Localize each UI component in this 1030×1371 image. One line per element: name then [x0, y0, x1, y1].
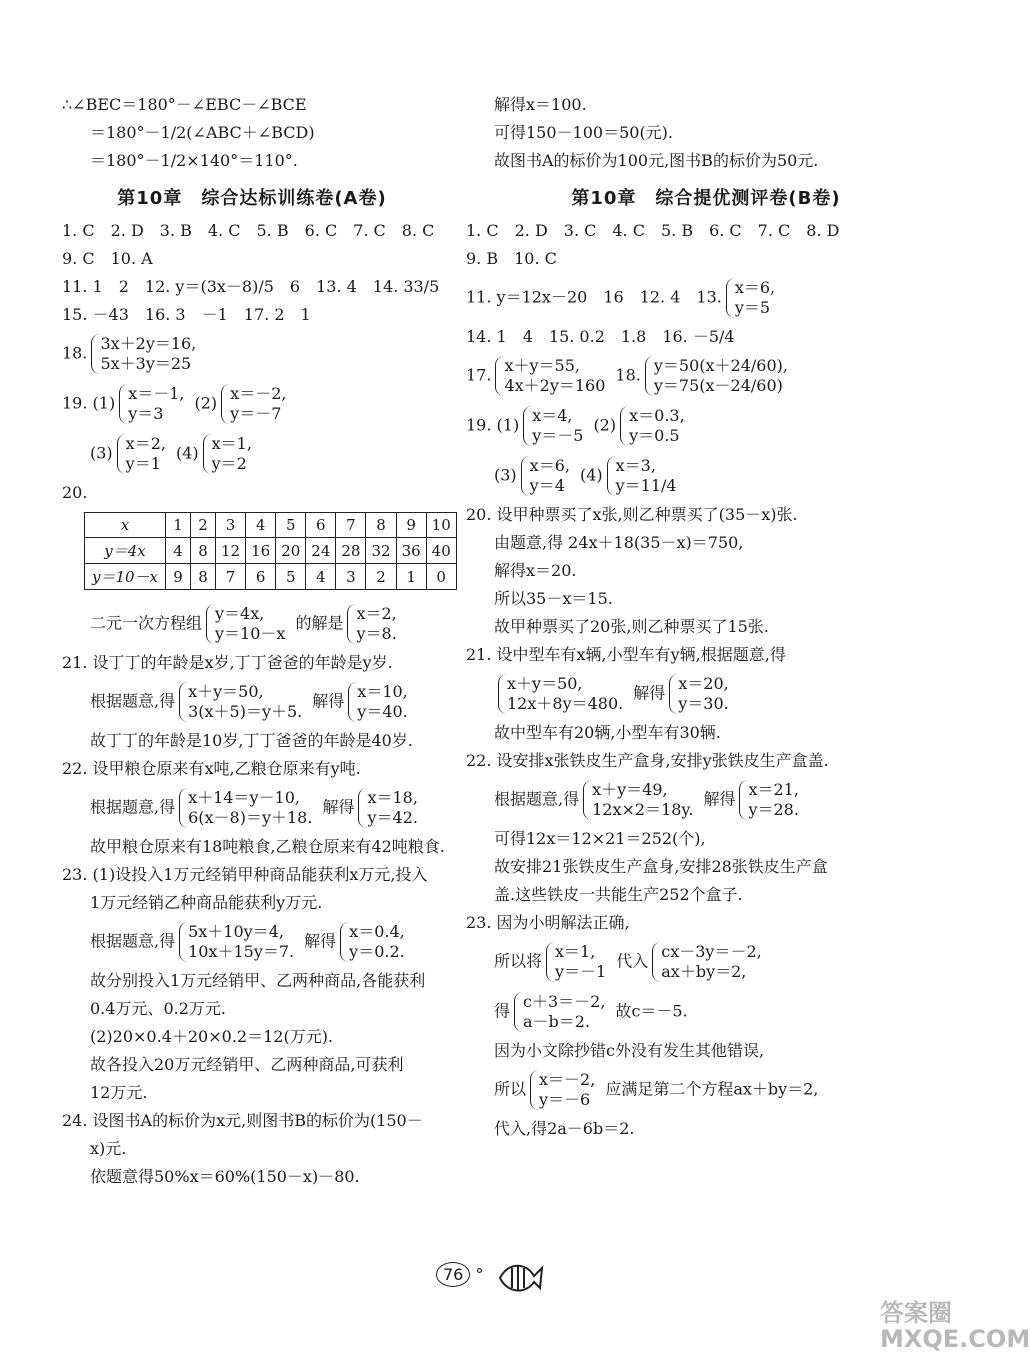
answer-text: (4) [579, 465, 603, 485]
answer-line [466, 590, 946, 608]
page-number-badge: 76 [436, 1262, 470, 1287]
answer-text: 根据题意,得 [494, 789, 580, 809]
answer-line [62, 972, 442, 990]
answer-text: 解得 [703, 789, 736, 809]
answer-line [62, 434, 442, 474]
equation-row: 4x＋2y＝160 [504, 376, 606, 395]
answer-text: 故c＝－5. [615, 1001, 688, 1021]
answer-text: (3) [494, 465, 517, 485]
answer-text: 0.4万元、0.2万元. [90, 999, 226, 1018]
answer-line [62, 1084, 442, 1102]
equation-row: x＝－1, [128, 384, 185, 403]
equation-row: x＝4, [532, 406, 573, 425]
equation-row: x＝1, [211, 434, 252, 453]
table-cell: 4 [306, 564, 336, 590]
equation-row: y＝8. [356, 624, 397, 643]
equation-row: y＝0.5 [629, 426, 680, 445]
answer-line [62, 250, 442, 268]
answer-line [62, 654, 442, 672]
answer-line [62, 922, 442, 962]
answer-text: 代入 [616, 951, 649, 971]
table-cell: 8 [191, 538, 216, 564]
answer-text: 的解是 [295, 613, 344, 633]
answer-line [62, 788, 442, 828]
table-cell: y＝4x [85, 538, 166, 564]
answer-text: ∴∠BEC＝180°－∠EBC－∠BCE [62, 95, 307, 114]
equation-row: x＋y＝55, [504, 356, 580, 375]
equation-system [203, 434, 258, 474]
equation-row: 12x×2＝18y. [592, 800, 694, 819]
answer-text: 解得x＝20. [494, 561, 577, 580]
answer-text: 根据题意,得 [90, 931, 176, 951]
answer-line [62, 682, 442, 722]
table-cell: 10 [426, 513, 456, 538]
table-cell: 8 [191, 564, 216, 590]
answer-text: 解得 [322, 797, 355, 817]
answer-line [466, 356, 946, 396]
answer-text: 18. [615, 365, 641, 385]
table-cell: 5 [276, 564, 306, 590]
answer-text: 解得 [633, 683, 666, 703]
answer-text: 15. －43 16. 3 －1 17. 2 1 [62, 305, 311, 324]
equation-system [119, 384, 190, 424]
answer-text: 解得x＝100. [494, 95, 587, 114]
table-cell: 1 [166, 513, 191, 538]
equation-system [495, 356, 611, 396]
answer-line [62, 124, 442, 142]
table-cell: 24 [306, 538, 336, 564]
answer-line [62, 732, 442, 750]
table-cell: 0 [426, 564, 456, 590]
answer-text: 21. 设丁丁的年龄是x岁,丁丁爸爸的年龄是y岁. [62, 653, 393, 672]
equation-row: y＝3 [128, 404, 164, 423]
answer-line [466, 724, 946, 742]
answer-text: 所以 [494, 1079, 527, 1099]
answer-text: 11. 1 2 12. y＝(3x－8)/5 6 13. 4 14. 33/5 [62, 277, 440, 296]
equation-row: y＝5 [734, 298, 771, 317]
table-cell: 7 [336, 513, 366, 538]
answer-line [466, 222, 946, 240]
answer-line [62, 278, 442, 296]
equation-row: 12x＋8y＝480. [507, 694, 624, 713]
answer-text: 22. 设甲粮仓原来有x吨,乙粮仓原来有y吨. [62, 759, 361, 778]
left-column [62, 95, 451, 1196]
equation-row: y＝28. [748, 800, 799, 819]
equation-system [91, 334, 202, 374]
equation-row: y＝30. [678, 694, 729, 713]
answer-line [466, 456, 946, 496]
table-cell: 36 [396, 538, 426, 564]
answer-line [466, 562, 946, 580]
answer-text: 解得 [304, 931, 337, 951]
equation-row: y＝10－x [215, 624, 286, 643]
table-cell: 20 [276, 538, 306, 564]
equation-system [645, 356, 794, 396]
value-table [84, 512, 457, 590]
table-cell: 12 [216, 538, 246, 564]
answer-text: 可得12x＝12×21＝252(个), [494, 829, 706, 848]
answer-text: 20. [62, 483, 88, 502]
answer-text: 9. B 10. C [466, 249, 557, 268]
answer-line [466, 328, 946, 346]
answer-line [466, 646, 946, 664]
answer-text: 24. 设图书A的标价为x元,则图书B的标价为(150－ [62, 1111, 423, 1130]
answer-text: 23. (1)设投入1万元经销甲种商品能获利x万元,投入 [62, 865, 428, 884]
answer-text: (3) [90, 443, 113, 463]
answer-text: 第10章 综合提优测评卷(B卷) [571, 188, 841, 209]
equation-row: y＝4x, [215, 604, 265, 623]
equation-row: x＝－2, [539, 1070, 596, 1089]
equation-system [620, 406, 691, 446]
answer-text: 可得150－100＝50(元). [494, 123, 674, 142]
answer-line [62, 1028, 442, 1046]
equation-row: 3(x＋5)＝y＋5. [188, 702, 303, 721]
table-cell: 6 [306, 513, 336, 538]
answer-text: (2) [593, 415, 617, 435]
equation-row: y＝42. [367, 808, 418, 827]
answer-line [62, 96, 442, 114]
equation-row: y＝－1 [555, 962, 607, 981]
answer-line [466, 278, 946, 318]
equation-row: x＝－2, [230, 384, 287, 403]
equation-row: x＝0.4, [349, 922, 405, 941]
equation-system [739, 780, 805, 820]
answer-text: 故甲种票买了20张,则乙种票买了15张. [494, 617, 769, 636]
equation-system [179, 788, 318, 828]
answer-line [62, 1140, 442, 1158]
answer-text: 应满足第二个方程ax＋by＝2, [605, 1079, 819, 1099]
section-heading [62, 184, 442, 210]
answer-text: 所以35－x＝15. [494, 589, 613, 608]
equation-system [521, 456, 576, 496]
table-row [85, 564, 457, 590]
table-cell: 9 [166, 564, 191, 590]
answer-text: 二元一次方程组 [90, 613, 203, 633]
answer-line [62, 866, 442, 884]
table-cell: 8 [366, 513, 396, 538]
answer-line [466, 858, 946, 876]
answer-text: 故图书A的标价为100元,图书B的标价为50元. [494, 151, 819, 170]
equation-row: x＝10, [357, 682, 408, 701]
answer-text: 第10章 综合达标训练卷(A卷) [117, 188, 387, 209]
answer-text: x)元. [90, 1139, 127, 1158]
answer-text: 所以将 [494, 951, 543, 971]
answer-line [466, 534, 946, 552]
answer-line [466, 124, 946, 142]
answer-line [62, 837, 445, 856]
answer-text: 20. 设甲种票买了x张,则乙种票买了(35－x)张. [466, 505, 798, 524]
table-cell: 32 [366, 538, 396, 564]
equation-row: y＝11/4 [615, 476, 677, 495]
answer-text: (2)20×0.4＋20×0.2＝12(万元). [90, 1027, 334, 1046]
answer-line [62, 760, 442, 778]
equation-row: 5x＋10y＝4, [188, 922, 284, 941]
equation-system [546, 942, 612, 982]
answer-text: 故各投入20万元经销甲、乙两种商品,可获利 [90, 1055, 404, 1074]
equation-row: y＝50(x＋24/60), [653, 356, 788, 375]
equation-row: y＝－5 [532, 426, 584, 445]
equation-row: x＝2, [356, 604, 397, 623]
equation-system [669, 674, 735, 714]
table-row [85, 513, 457, 538]
equation-system [347, 604, 402, 644]
answer-line [62, 222, 442, 240]
answer-line [466, 1120, 946, 1138]
table-cell: 2 [191, 513, 216, 538]
equation-row: y＝2 [211, 454, 247, 473]
answer-text: 依题意得50%x＝60%(150－x)－80. [90, 1167, 360, 1186]
answer-line [62, 334, 442, 374]
answer-line [466, 618, 946, 636]
answer-line [466, 250, 946, 268]
answer-line [466, 1042, 946, 1060]
answer-text: ＝180°－1/2(∠ABC＋∠BCD) [90, 123, 315, 142]
answer-line [466, 942, 946, 982]
answer-line [62, 384, 442, 424]
equation-system [530, 1070, 601, 1110]
table-cell: 5 [276, 513, 306, 538]
equation-row: x＝0.3, [629, 406, 685, 425]
answer-line [466, 886, 946, 904]
answer-text: 12万元. [90, 1083, 148, 1102]
answer-text: (2) [194, 393, 218, 413]
equation-system [726, 278, 781, 318]
answer-text: 1. C 2. D 3. B 4. C 5. B 6. C 7. C 8. C [62, 221, 435, 240]
equation-row: c＋3＝－2, [523, 992, 606, 1011]
equation-system [221, 384, 292, 424]
equation-row: x＝6, [529, 456, 570, 475]
equation-system [583, 780, 699, 820]
table-cell: 40 [426, 538, 456, 564]
answer-line [466, 992, 946, 1032]
equation-row: y＝1 [125, 454, 161, 473]
answer-text: 得 [494, 1001, 511, 1021]
answer-line [466, 406, 946, 446]
answer-line [62, 152, 442, 170]
equation-row: a－b＝2. [523, 1012, 591, 1031]
answer-line [62, 604, 442, 644]
answer-line [62, 484, 442, 502]
answer-line [466, 914, 946, 932]
table-cell: x [85, 513, 166, 538]
equation-row: y＝－6 [539, 1090, 591, 1109]
right-column [466, 96, 946, 1148]
section-heading [466, 184, 946, 210]
equation-row: x＝21, [748, 780, 799, 799]
answer-text: ＝180°－1/2×140°＝110°. [90, 151, 298, 170]
equation-row: x＝18, [367, 788, 418, 807]
equation-system [340, 922, 411, 962]
answer-line [62, 306, 442, 324]
equation-system [607, 456, 683, 496]
answer-text: 1万元经销乙种商品能获利y万元. [90, 893, 323, 912]
answer-text: 盖.这些铁皮一共能生产252个盒子. [494, 885, 743, 904]
answer-text: 11. y＝12x－20 16 12. 4 13. [466, 287, 722, 307]
answer-line [62, 1168, 442, 1186]
equation-system [206, 604, 291, 644]
table-cell: y＝10－x [85, 564, 166, 590]
table-cell: 4 [246, 513, 276, 538]
answer-text: (4) [175, 443, 199, 463]
answer-text: 因为小文除抄错c外没有发生其他错误, [494, 1041, 765, 1060]
fish-logo-icon [496, 1258, 544, 1298]
equation-row: x＝6, [734, 278, 776, 297]
answer-line [466, 830, 946, 848]
answer-text: 14. 1 4 15. 0.2 1.8 16. －5/4 [466, 327, 735, 346]
answer-line [466, 674, 946, 714]
table-cell: 3 [216, 513, 246, 538]
equation-system [179, 922, 300, 962]
page-number: 76 ° [436, 1262, 483, 1287]
table-cell: 6 [246, 564, 276, 590]
equation-system [358, 788, 424, 828]
answer-line [62, 894, 442, 912]
equation-row: x＝2, [125, 434, 166, 453]
answer-line [466, 752, 946, 770]
answer-line [62, 1000, 442, 1018]
answer-text: 19. (1) [466, 415, 520, 435]
equation-row: y＝0.2. [349, 942, 405, 961]
answer-text: 9. C 10. A [62, 249, 153, 268]
answer-text: 代入,得2a－6b＝2. [494, 1119, 635, 1138]
answer-line [466, 152, 946, 170]
answer-line [62, 1112, 442, 1130]
equation-row: x＋y＝49, [592, 780, 668, 799]
equation-row: 6(x－8)＝y＋18. [188, 808, 313, 827]
equation-row: 3x＋2y＝16, [100, 334, 197, 353]
equation-system [348, 682, 414, 722]
answer-text: 18. [62, 343, 88, 363]
equation-row: x＋y＝50, [507, 674, 583, 693]
answer-line [466, 96, 946, 114]
equation-system [117, 434, 172, 474]
equation-row: x＝20, [678, 674, 729, 693]
answer-text: 故丁丁的年龄是10岁,丁丁爸爸的年龄是40岁. [90, 731, 413, 750]
answer-text: 根据题意,得 [90, 797, 176, 817]
answer-text: 故中型车有20辆,小型车有30辆. [494, 723, 721, 742]
equation-row: y＝40. [357, 702, 408, 721]
answer-line [466, 780, 946, 820]
equation-row: y＝75(x－24/60) [653, 376, 783, 395]
equation-row: 5x＋3y＝25 [100, 354, 192, 373]
equation-row: y＝4 [529, 476, 565, 495]
table-cell: 2 [366, 564, 396, 590]
table-cell: 1 [396, 564, 426, 590]
equation-row: x＝3, [615, 456, 656, 475]
answer-text: 根据题意,得 [90, 691, 176, 711]
equation-row: x＋14＝y－10, [188, 788, 300, 807]
answer-text: 故安排21张铁皮生产盒身,安排28张铁皮生产盒 [494, 857, 828, 876]
answer-line [466, 1070, 946, 1110]
answer-text: 解得 [312, 691, 345, 711]
equation-row: 10x＋15y＝7. [188, 942, 295, 961]
table-cell: 9 [396, 513, 426, 538]
answer-text: 17. [466, 365, 492, 385]
table-cell: 16 [246, 538, 276, 564]
equation-row: cx－3y＝－2, [661, 942, 762, 961]
table-cell: 3 [336, 564, 366, 590]
table-cell: 28 [336, 538, 366, 564]
equation-row: x＝1, [555, 942, 596, 961]
watermark [880, 1300, 1030, 1352]
answer-line [466, 506, 946, 524]
table-cell: 4 [166, 538, 191, 564]
table-cell: 7 [216, 564, 246, 590]
answer-text: 1. C 2. D 3. C 4. C 5. B 6. C 7. C 8. D [466, 221, 840, 240]
equation-row: y＝－7 [230, 404, 282, 423]
equation-system [498, 674, 629, 714]
answer-text: 19. (1) [62, 393, 116, 413]
table-row [85, 538, 457, 564]
equation-system [523, 406, 589, 446]
watermark-text: 答案圈 MXQE.COM [880, 1299, 1030, 1353]
answer-text: 由题意,得 24x＋18(35－x)＝750, [494, 533, 744, 552]
equation-system [652, 942, 767, 982]
equation-row: ax＋by＝2, [661, 962, 747, 981]
answer-text: 故甲粮仓原来有18吨粮食,乙粮仓原来有42吨粮食. [90, 837, 445, 856]
answer-text: 22. 设安排x张铁皮生产盒身,安排y张铁皮生产盒盖. [466, 751, 829, 770]
answer-line [62, 1056, 442, 1074]
answer-text: 23. 因为小明解法正确, [466, 913, 630, 932]
answer-text: 21. 设中型车有x辆,小型车有y辆,根据题意,得 [466, 645, 786, 664]
equation-row: x＋y＝50, [188, 682, 264, 701]
answer-text: 故分别投入1万元经销甲、乙两种商品,各能获利 [90, 971, 426, 990]
equation-system [514, 992, 611, 1032]
equation-system [179, 682, 308, 722]
